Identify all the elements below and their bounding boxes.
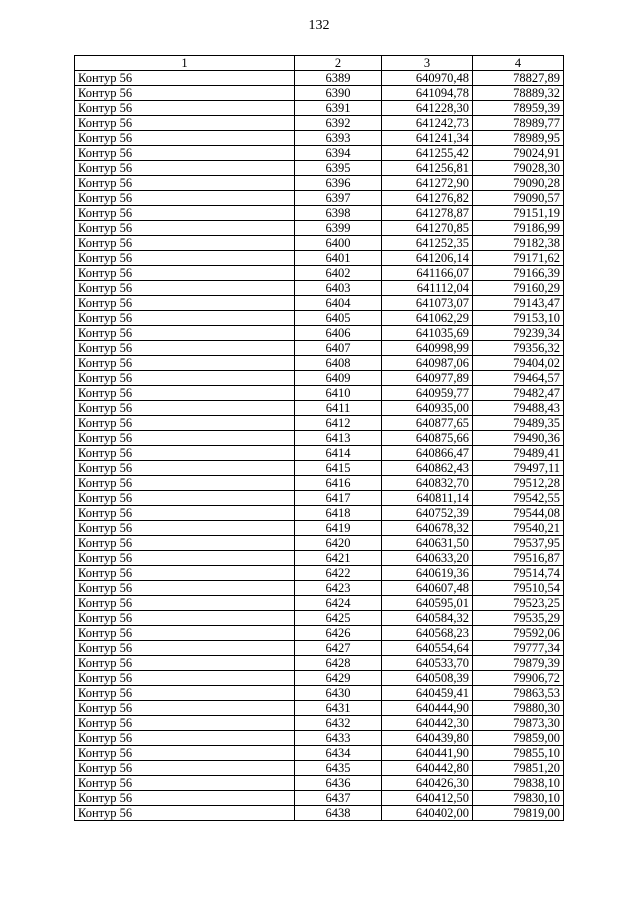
contour-name-cell: Контур 56 (75, 596, 295, 611)
x-coordinate-cell: 640935,00 (382, 401, 473, 416)
y-coordinate-cell: 79166,39 (473, 266, 564, 281)
table-row (75, 536, 564, 551)
point-number-cell: 6417 (295, 491, 382, 506)
point-number-cell: 6398 (295, 206, 382, 221)
point-number-cell: 6436 (295, 776, 382, 791)
point-number-cell: 6397 (295, 191, 382, 206)
table-row (75, 506, 564, 521)
y-coordinate-cell: 78889,32 (473, 86, 564, 101)
x-coordinate-cell: 640595,01 (382, 596, 473, 611)
point-number-cell: 6393 (295, 131, 382, 146)
table-row (75, 446, 564, 461)
contour-name-cell: Контур 56 (75, 116, 295, 131)
coordinates-table (74, 55, 564, 821)
y-coordinate-cell: 79153,10 (473, 311, 564, 326)
table-row (75, 776, 564, 791)
point-number-cell: 6428 (295, 656, 382, 671)
page-number: 132 (308, 18, 330, 33)
y-coordinate-cell: 79880,30 (473, 701, 564, 716)
y-coordinate-cell: 79488,43 (473, 401, 564, 416)
table-row (75, 656, 564, 671)
point-number-cell: 6414 (295, 446, 382, 461)
x-coordinate-cell: 641256,81 (382, 161, 473, 176)
point-number-cell: 6433 (295, 731, 382, 746)
column-header-contour: 1 (75, 56, 295, 71)
x-coordinate-cell: 640412,50 (382, 791, 473, 806)
table-row (75, 626, 564, 641)
point-number-cell: 6416 (295, 476, 382, 491)
x-coordinate-cell: 641241,34 (382, 131, 473, 146)
table-row (75, 176, 564, 191)
contour-name-cell: Контур 56 (75, 356, 295, 371)
contour-name-cell: Контур 56 (75, 236, 295, 251)
x-coordinate-cell: 641073,07 (382, 296, 473, 311)
table-row (75, 686, 564, 701)
point-number-cell: 6437 (295, 791, 382, 806)
point-number-cell: 6390 (295, 86, 382, 101)
table-row (75, 761, 564, 776)
table-row (75, 461, 564, 476)
point-number-cell: 6391 (295, 101, 382, 116)
y-coordinate-cell: 78989,77 (473, 116, 564, 131)
x-coordinate-cell: 640977,89 (382, 371, 473, 386)
x-coordinate-cell: 640832,70 (382, 476, 473, 491)
point-number-cell: 6425 (295, 611, 382, 626)
x-coordinate-cell: 640752,39 (382, 506, 473, 521)
x-coordinate-cell: 641272,90 (382, 176, 473, 191)
y-coordinate-cell: 79482,47 (473, 386, 564, 401)
x-coordinate-cell: 640441,90 (382, 746, 473, 761)
table-row (75, 431, 564, 446)
y-coordinate-cell: 79537,95 (473, 536, 564, 551)
table-row (75, 236, 564, 251)
table-row (75, 611, 564, 626)
point-number-cell: 6413 (295, 431, 382, 446)
table-row (75, 206, 564, 221)
contour-name-cell: Контур 56 (75, 671, 295, 686)
y-coordinate-cell: 79239,34 (473, 326, 564, 341)
point-number-cell: 6409 (295, 371, 382, 386)
x-coordinate-cell: 640568,23 (382, 626, 473, 641)
contour-name-cell: Контур 56 (75, 626, 295, 641)
contour-name-cell: Контур 56 (75, 296, 295, 311)
table-row (75, 161, 564, 176)
table-row (75, 281, 564, 296)
contour-name-cell: Контур 56 (75, 86, 295, 101)
table-row (75, 746, 564, 761)
table-row (75, 416, 564, 431)
contour-name-cell: Контур 56 (75, 311, 295, 326)
contour-name-cell: Контур 56 (75, 686, 295, 701)
contour-name-cell: Контур 56 (75, 731, 295, 746)
y-coordinate-cell: 79090,57 (473, 191, 564, 206)
contour-name-cell: Контур 56 (75, 566, 295, 581)
y-coordinate-cell: 79404,02 (473, 356, 564, 371)
x-coordinate-cell: 640862,43 (382, 461, 473, 476)
y-coordinate-cell: 79863,53 (473, 686, 564, 701)
contour-name-cell: Контур 56 (75, 191, 295, 206)
contour-name-cell: Контур 56 (75, 431, 295, 446)
contour-name-cell: Контур 56 (75, 281, 295, 296)
x-coordinate-cell: 641035,69 (382, 326, 473, 341)
point-number-cell: 6396 (295, 176, 382, 191)
x-coordinate-cell: 641278,87 (382, 206, 473, 221)
y-coordinate-cell: 79540,21 (473, 521, 564, 536)
x-coordinate-cell: 640959,77 (382, 386, 473, 401)
contour-name-cell: Контур 56 (75, 206, 295, 221)
y-coordinate-cell: 79516,87 (473, 551, 564, 566)
x-coordinate-cell: 641270,85 (382, 221, 473, 236)
point-number-cell: 6419 (295, 521, 382, 536)
y-coordinate-cell: 79490,36 (473, 431, 564, 446)
contour-name-cell: Контур 56 (75, 326, 295, 341)
y-coordinate-cell: 79497,11 (473, 461, 564, 476)
x-coordinate-cell: 641255,42 (382, 146, 473, 161)
x-coordinate-cell: 640442,30 (382, 716, 473, 731)
x-coordinate-cell: 641228,30 (382, 101, 473, 116)
contour-name-cell: Контур 56 (75, 401, 295, 416)
y-coordinate-cell: 79143,47 (473, 296, 564, 311)
x-coordinate-cell: 640633,20 (382, 551, 473, 566)
y-coordinate-cell: 79514,74 (473, 566, 564, 581)
x-coordinate-cell: 640426,30 (382, 776, 473, 791)
table-row (75, 296, 564, 311)
x-coordinate-cell: 640584,32 (382, 611, 473, 626)
y-coordinate-cell: 79489,35 (473, 416, 564, 431)
y-coordinate-cell: 79906,72 (473, 671, 564, 686)
x-coordinate-cell: 641276,82 (382, 191, 473, 206)
table-row (75, 266, 564, 281)
point-number-cell: 6404 (295, 296, 382, 311)
table-row (75, 86, 564, 101)
y-coordinate-cell: 79464,57 (473, 371, 564, 386)
x-coordinate-cell: 640877,65 (382, 416, 473, 431)
table-row (75, 791, 564, 806)
table-row (75, 131, 564, 146)
x-coordinate-cell: 640998,99 (382, 341, 473, 356)
point-number-cell: 6406 (295, 326, 382, 341)
x-coordinate-cell: 640970,48 (382, 71, 473, 86)
contour-name-cell: Контур 56 (75, 641, 295, 656)
contour-name-cell: Контур 56 (75, 506, 295, 521)
point-number-cell: 6430 (295, 686, 382, 701)
table-row (75, 101, 564, 116)
table-row (75, 476, 564, 491)
y-coordinate-cell: 79028,30 (473, 161, 564, 176)
point-number-cell: 6420 (295, 536, 382, 551)
table-row (75, 641, 564, 656)
point-number-cell: 6405 (295, 311, 382, 326)
contour-name-cell: Контур 56 (75, 371, 295, 386)
contour-name-cell: Контур 56 (75, 536, 295, 551)
point-number-cell: 6421 (295, 551, 382, 566)
point-number-cell: 6392 (295, 116, 382, 131)
y-coordinate-cell: 79171,62 (473, 251, 564, 266)
point-number-cell: 6431 (295, 701, 382, 716)
y-coordinate-cell: 79356,32 (473, 341, 564, 356)
contour-name-cell: Контур 56 (75, 446, 295, 461)
point-number-cell: 6432 (295, 716, 382, 731)
x-coordinate-cell: 640631,50 (382, 536, 473, 551)
contour-name-cell: Контур 56 (75, 551, 295, 566)
contour-name-cell: Контур 56 (75, 131, 295, 146)
contour-name-cell: Контур 56 (75, 656, 295, 671)
point-number-cell: 6408 (295, 356, 382, 371)
point-number-cell: 6407 (295, 341, 382, 356)
table-row (75, 491, 564, 506)
y-coordinate-cell: 78959,39 (473, 101, 564, 116)
y-coordinate-cell: 79542,55 (473, 491, 564, 506)
point-number-cell: 6415 (295, 461, 382, 476)
x-coordinate-cell: 640533,70 (382, 656, 473, 671)
contour-name-cell: Контур 56 (75, 461, 295, 476)
point-number-cell: 6389 (295, 71, 382, 86)
table-row (75, 341, 564, 356)
contour-name-cell: Контур 56 (75, 491, 295, 506)
x-coordinate-cell: 640439,80 (382, 731, 473, 746)
x-coordinate-cell: 640866,47 (382, 446, 473, 461)
y-coordinate-cell: 79535,29 (473, 611, 564, 626)
y-coordinate-cell: 79838,10 (473, 776, 564, 791)
x-coordinate-cell: 641094,78 (382, 86, 473, 101)
contour-name-cell: Контур 56 (75, 521, 295, 536)
table-row (75, 326, 564, 341)
column-header-x: 3 (382, 56, 473, 71)
y-coordinate-cell: 79851,20 (473, 761, 564, 776)
point-number-cell: 6399 (295, 221, 382, 236)
table-row (75, 596, 564, 611)
contour-name-cell: Контур 56 (75, 716, 295, 731)
point-number-cell: 6427 (295, 641, 382, 656)
point-number-cell: 6394 (295, 146, 382, 161)
y-coordinate-cell: 79489,41 (473, 446, 564, 461)
y-coordinate-cell: 79859,00 (473, 731, 564, 746)
point-number-cell: 6402 (295, 266, 382, 281)
x-coordinate-cell: 640987,06 (382, 356, 473, 371)
table-row (75, 146, 564, 161)
point-number-cell: 6395 (295, 161, 382, 176)
table-row (75, 731, 564, 746)
x-coordinate-cell: 641242,73 (382, 116, 473, 131)
point-number-cell: 6423 (295, 581, 382, 596)
point-number-cell: 6401 (295, 251, 382, 266)
table-row (75, 521, 564, 536)
x-coordinate-cell: 640459,41 (382, 686, 473, 701)
contour-name-cell: Контур 56 (75, 791, 295, 806)
contour-name-cell: Контур 56 (75, 341, 295, 356)
point-number-cell: 6403 (295, 281, 382, 296)
contour-name-cell: Контур 56 (75, 386, 295, 401)
y-coordinate-cell: 79182,38 (473, 236, 564, 251)
y-coordinate-cell: 79160,29 (473, 281, 564, 296)
y-coordinate-cell: 79544,08 (473, 506, 564, 521)
table-row (75, 806, 564, 821)
table-row (75, 716, 564, 731)
point-number-cell: 6412 (295, 416, 382, 431)
point-number-cell: 6435 (295, 761, 382, 776)
y-coordinate-cell: 79777,34 (473, 641, 564, 656)
x-coordinate-cell: 640444,90 (382, 701, 473, 716)
table-row (75, 401, 564, 416)
x-coordinate-cell: 640811,14 (382, 491, 473, 506)
x-coordinate-cell: 640442,80 (382, 761, 473, 776)
contour-name-cell: Контур 56 (75, 776, 295, 791)
table-row (75, 371, 564, 386)
y-coordinate-cell: 79855,10 (473, 746, 564, 761)
point-number-cell: 6438 (295, 806, 382, 821)
y-coordinate-cell: 79151,19 (473, 206, 564, 221)
x-coordinate-cell: 640678,32 (382, 521, 473, 536)
contour-name-cell: Контур 56 (75, 146, 295, 161)
y-coordinate-cell: 79090,28 (473, 176, 564, 191)
y-coordinate-cell: 79873,30 (473, 716, 564, 731)
y-coordinate-cell: 78989,95 (473, 131, 564, 146)
table-row (75, 71, 564, 86)
table-row (75, 221, 564, 236)
point-number-cell: 6418 (295, 506, 382, 521)
table-header-row (75, 56, 564, 71)
contour-name-cell: Контур 56 (75, 221, 295, 236)
contour-name-cell: Контур 56 (75, 266, 295, 281)
contour-name-cell: Контур 56 (75, 416, 295, 431)
y-coordinate-cell: 79186,99 (473, 221, 564, 236)
table-row (75, 191, 564, 206)
contour-name-cell: Контур 56 (75, 176, 295, 191)
contour-name-cell: Контур 56 (75, 251, 295, 266)
y-coordinate-cell: 79523,25 (473, 596, 564, 611)
table-row (75, 581, 564, 596)
y-coordinate-cell: 79510,54 (473, 581, 564, 596)
point-number-cell: 6426 (295, 626, 382, 641)
x-coordinate-cell: 640508,39 (382, 671, 473, 686)
column-header-point-number: 2 (295, 56, 382, 71)
y-coordinate-cell: 79512,28 (473, 476, 564, 491)
contour-name-cell: Контур 56 (75, 611, 295, 626)
contour-name-cell: Контур 56 (75, 761, 295, 776)
contour-name-cell: Контур 56 (75, 746, 295, 761)
table-row (75, 251, 564, 266)
x-coordinate-cell: 641206,14 (382, 251, 473, 266)
y-coordinate-cell: 79879,39 (473, 656, 564, 671)
point-number-cell: 6429 (295, 671, 382, 686)
table-row (75, 671, 564, 686)
x-coordinate-cell: 641166,07 (382, 266, 473, 281)
column-header-y: 4 (473, 56, 564, 71)
y-coordinate-cell: 79592,06 (473, 626, 564, 641)
point-number-cell: 6410 (295, 386, 382, 401)
contour-name-cell: Контур 56 (75, 71, 295, 86)
point-number-cell: 6434 (295, 746, 382, 761)
x-coordinate-cell: 640875,66 (382, 431, 473, 446)
point-number-cell: 6424 (295, 596, 382, 611)
y-coordinate-cell: 79819,00 (473, 806, 564, 821)
table-row (75, 311, 564, 326)
contour-name-cell: Контур 56 (75, 476, 295, 491)
x-coordinate-cell: 640619,36 (382, 566, 473, 581)
table-row (75, 386, 564, 401)
table-row (75, 356, 564, 371)
x-coordinate-cell: 641062,29 (382, 311, 473, 326)
contour-name-cell: Контур 56 (75, 581, 295, 596)
table-row (75, 566, 564, 581)
contour-name-cell: Контур 56 (75, 806, 295, 821)
table-row (75, 551, 564, 566)
y-coordinate-cell: 79830,10 (473, 791, 564, 806)
table-row (75, 116, 564, 131)
contour-name-cell: Контур 56 (75, 701, 295, 716)
contour-name-cell: Контур 56 (75, 101, 295, 116)
x-coordinate-cell: 640402,00 (382, 806, 473, 821)
x-coordinate-cell: 640554,64 (382, 641, 473, 656)
contour-name-cell: Контур 56 (75, 161, 295, 176)
table-row (75, 701, 564, 716)
point-number-cell: 6411 (295, 401, 382, 416)
point-number-cell: 6422 (295, 566, 382, 581)
x-coordinate-cell: 641112,04 (382, 281, 473, 296)
point-number-cell: 6400 (295, 236, 382, 251)
x-coordinate-cell: 641252,35 (382, 236, 473, 251)
y-coordinate-cell: 78827,89 (473, 71, 564, 86)
y-coordinate-cell: 79024,91 (473, 146, 564, 161)
x-coordinate-cell: 640607,48 (382, 581, 473, 596)
